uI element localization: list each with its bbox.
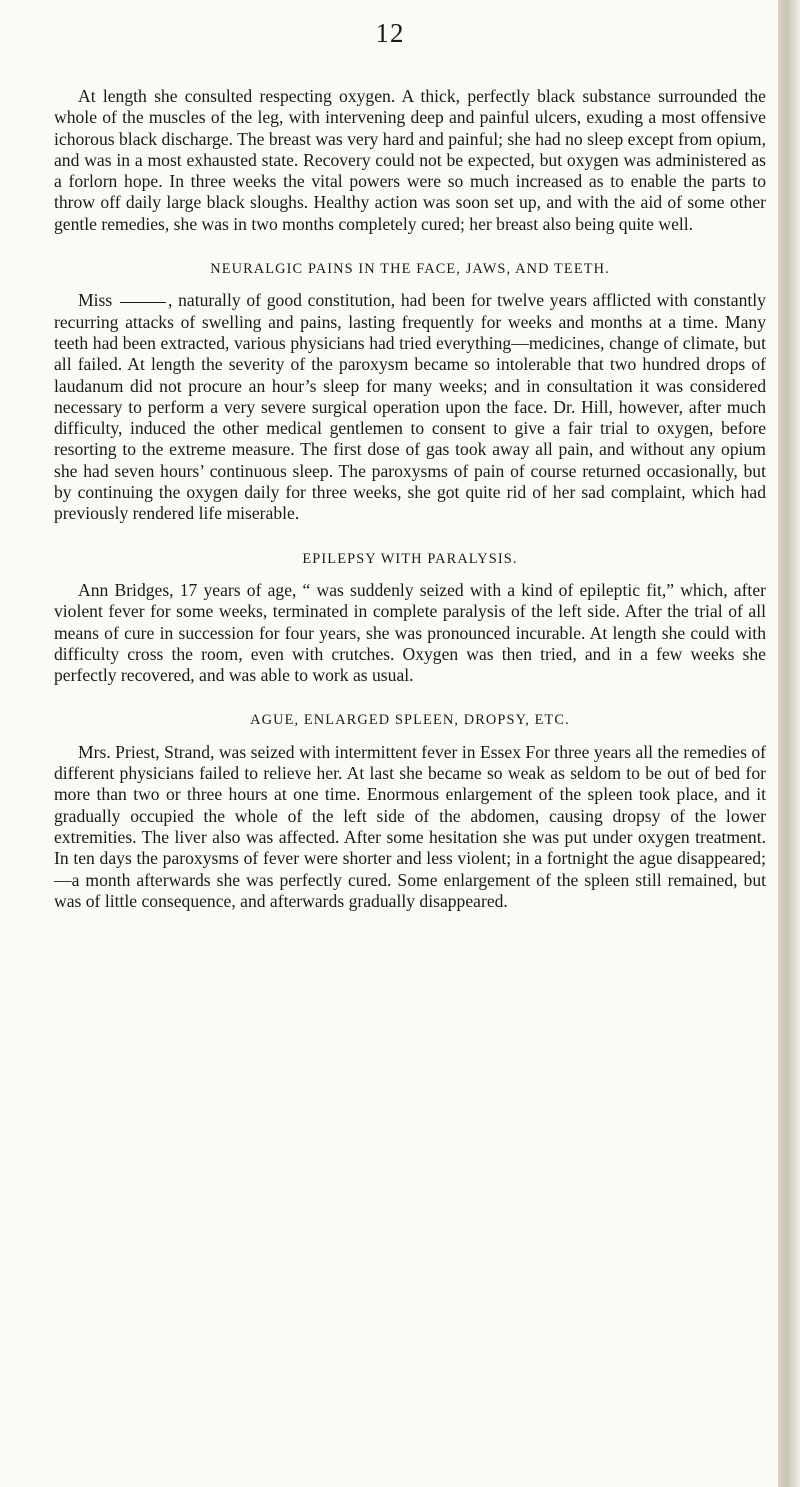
neuralgic-pains-body: , naturally of good constitution, had been for twelve years afflicted with constantly recurring attacks of swelling and pains, lasting frequently for weeks and months at a time. Many teeth had been extracted, various physicians had tried everything—medicines, change of climate, but all failed. At length the severity of the paroxysm became so intolerable that two hundred drops of laudanum did not procure an hour’s sleep for many weeks; and in consultation it was considered necessary to perform a very severe surgical operation upon the face. Dr. Hill, however, after much difficulty, induced the other medical gentlemen to consent to give a fair trial to oxygen, before resorting to the extreme measure. The first dose of gas took away all pain, and without any opium she had seven hours’ continuous sleep. The paroxysms of pain of course returned occasionally, but by continuing the oxygen daily for three weeks, she got quite rid of her sad complaint, which had previously rendered life miserable. xyxy=(54,290,766,524)
intro-paragraph: At length she consulted respecting oxygen. A thick, perfectly black substance surrounded the whole of the muscles of the leg, with intervening deep and painful ulcers, exuding a most offensive ichorous black discharge. The breast was very hard and painful; she had no sleep except from opium, and was in a most exhausted state. Recovery could not be expected, but oxygen was administered as a forlorn hope. In three weeks the vital powers were so much increased as to enable the parts to throw off daily large black sloughs. Healthy action was soon set up, and with the aid of some other gentle remedies, she was in two months completely cured; her breast also being quite well. xyxy=(54,86,766,234)
neuralgic-pains-paragraph xyxy=(54,290,766,524)
neuralgic-pains-lead: Miss xyxy=(78,290,113,311)
section-heading-ague: AGUE, ENLARGED SPLEEN, DROPSY, ETC. xyxy=(250,712,570,729)
section-heading-epilepsy: EPILEPSY WITH PARALYSIS. xyxy=(302,550,518,567)
page-gutter-edge xyxy=(778,0,800,1487)
page-body xyxy=(54,86,766,912)
ague-paragraph: Mrs. Priest, Strand, was seized with intermittent fever in Essex For three years all the remedies of different physicians failed to relieve her. At last she became so weak as seldom to be out of bed for more than two or three hours at one time. Enormous enlargement of the spleen took place, and it gradually occupied the whole of the left side of the abdomen, causing dropsy of the lower extremities. The liver also was affected. After some hesitation she was put under oxygen treatment. In ten days the paroxysms of fever were shorter and less violent; in a fortnight the ague disappeared;—a month afterwards she was perfectly cured. Some enlargement of the spleen still remained, but was of little consequence, and afterwards gradually disappeared. xyxy=(54,741,766,911)
page-number: 12 xyxy=(375,18,405,48)
section-heading-neuralgic-pains: NEURALGIC PAINS IN THE FACE, JAWS, AND TEETH. xyxy=(210,261,610,278)
epilepsy-paragraph: Ann Bridges, 17 years of age, “ was suddenly seized with a kind of epileptic fit,” which, after violent fever for some weeks, terminated in complete paralysis of the left side. After the trial of all means of cure in succession for four years, she was pronounced incurable. At length she could with difficulty cross the room, even with crutches. Oxygen was then tried, and in a few weeks she perfectly recovered, and was able to work as usual. xyxy=(54,579,766,686)
name-omitted-dash xyxy=(120,302,166,303)
